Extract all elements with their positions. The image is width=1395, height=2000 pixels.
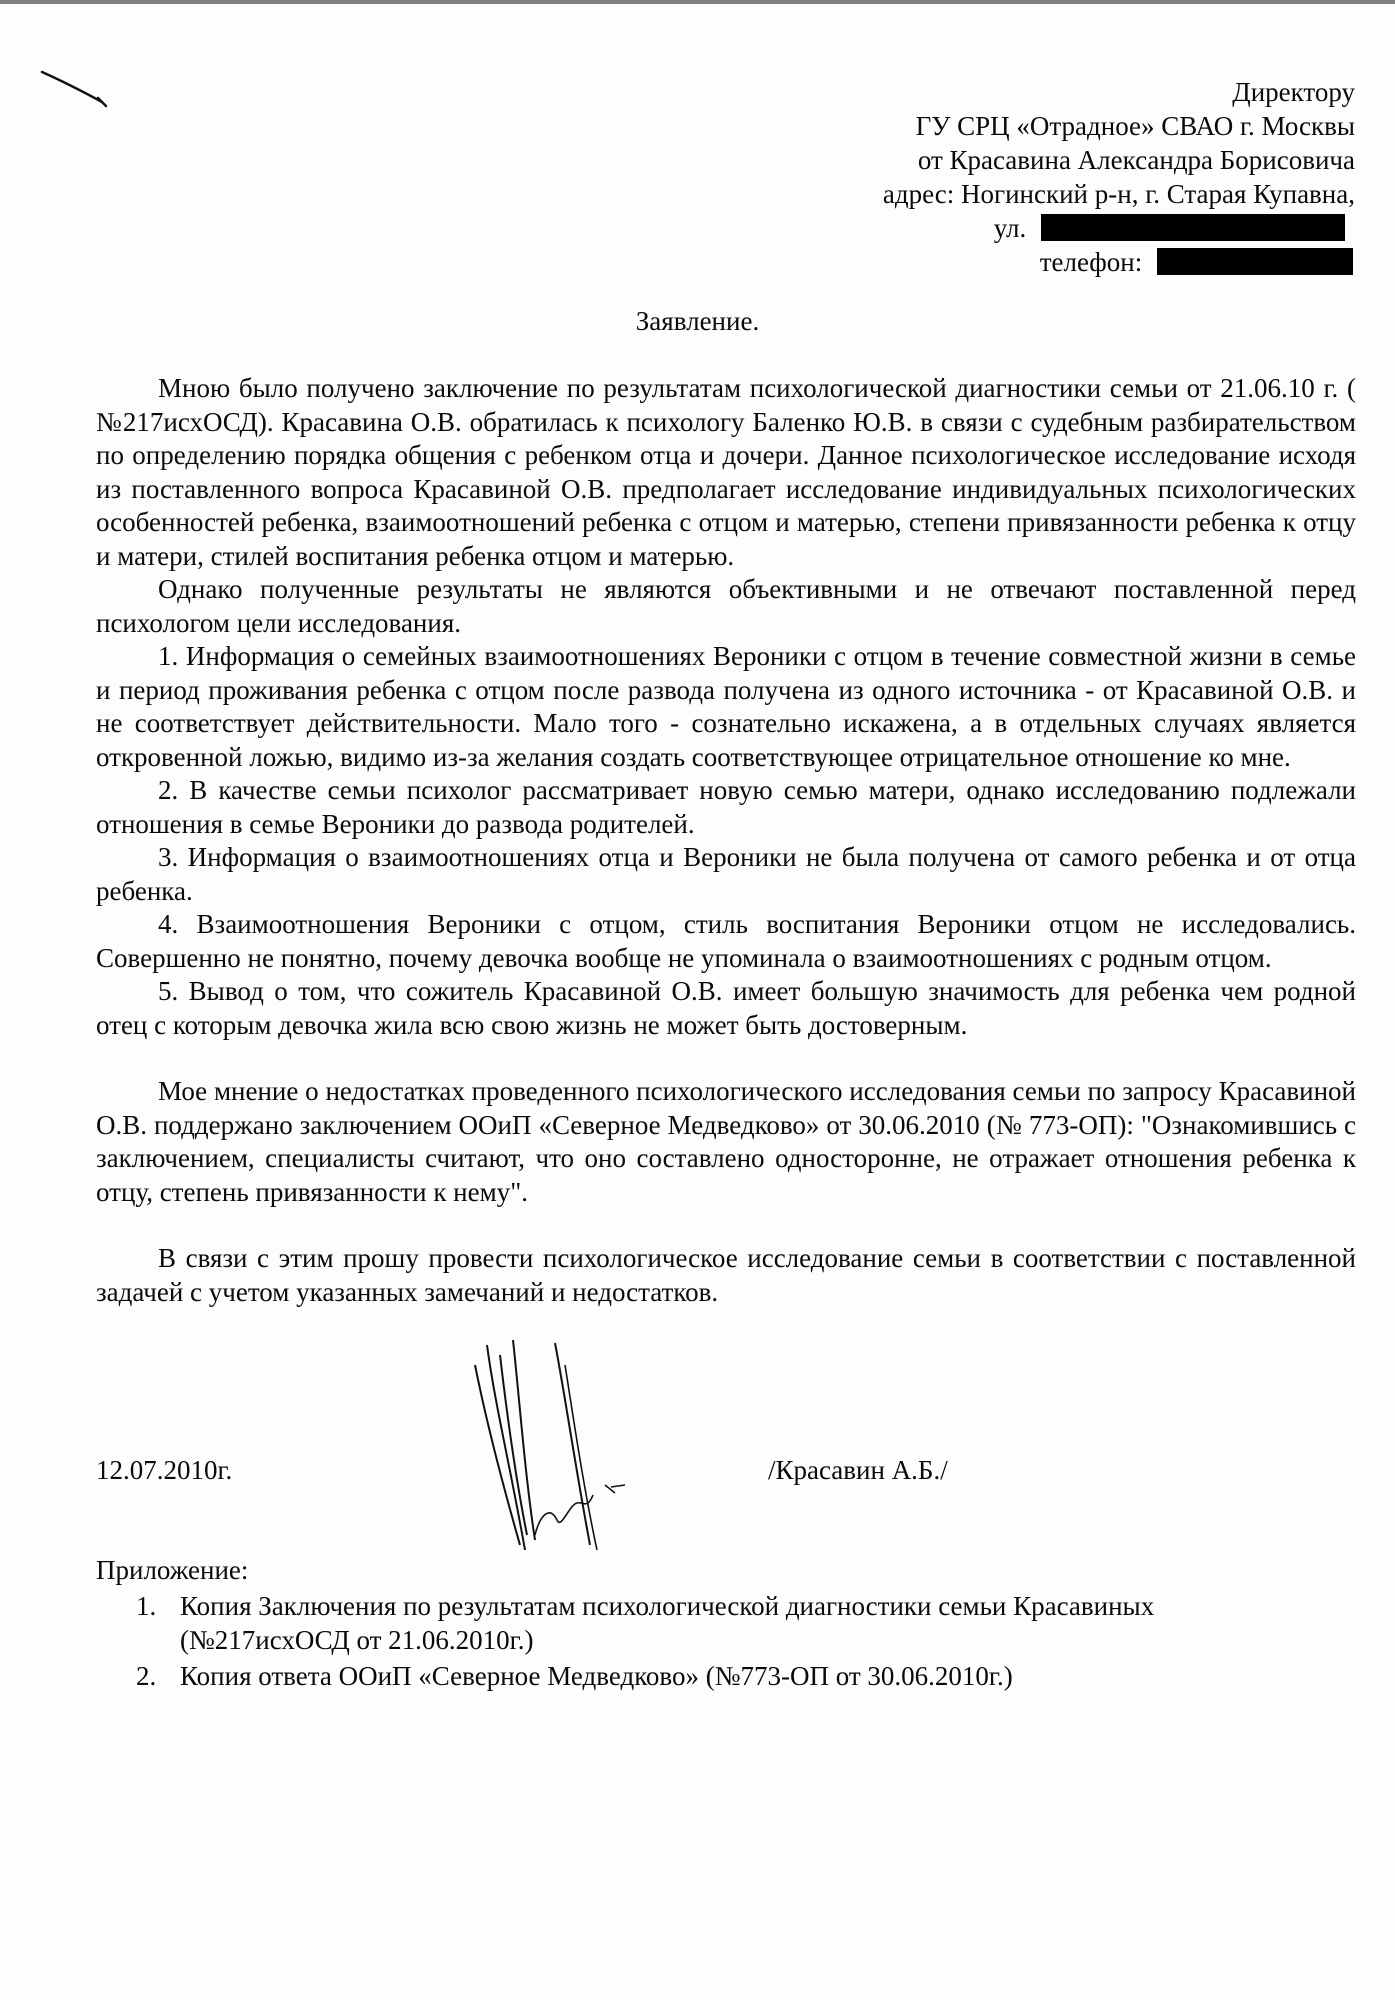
statement-body [96,372,1356,1309]
sender-address: адрес: Ногинский р-н, г. Старая Купавна, [882,179,1355,209]
point-4: 4. Взаимоотношения Вероники с отцом, стиль воспитания Вероники отцом не исследовались. Совершенно не понятно, почему девочка вообще не упоминала о взаимоотношениях с родным отцом. [96,909,1356,973]
attachment-text: Копия Заключения по результатам психологической диагностики семьи Красавиных (№217исхОСД от 21.06.2010г.) [180,1591,1155,1655]
point-5: 5. Вывод о том, что сожитель Красавиной О.В. имеет большую значимость для ребенка чем родной отец с которым девочка жила всю свою жизнь не может быть достоверным. [96,976,1356,1040]
sender-street-line [635,211,1355,245]
addressee-position: Директору [1232,77,1355,107]
attachment-number: 1. [136,1591,157,1621]
point-2: 2. В качестве семьи психолог рассматривает новую семью матери, однако исследованию подлежали отношения в семье Вероники до развода родителей. [96,775,1356,839]
point-3: 3. Информация о взаимоотношениях отца и Вероники не была получена от самого ребенка и от отца ребенка. [96,842,1356,906]
attachment-item [136,1590,1316,1657]
sender-name: от Красавина Александра Борисовича [917,145,1355,175]
handwritten-signature [465,1335,665,1565]
paragraph-objection: Однако полученные результаты не являются объективными и не отвечают поставленной перед психологом цели исследования. [96,574,1356,638]
document-title: Заявление. [635,306,760,336]
pen-mark-icon [40,70,110,110]
attachment-text: Копия ответа ООиП «Северное Медведково» (№773-ОП от 30.06.2010г.) [180,1661,1013,1691]
attachment-item [136,1660,1316,1694]
addressee-organization: ГУ СРЦ «Отрадное» СВАО г. Москвы [915,111,1355,141]
addressee-block [635,75,1355,279]
attachments-list [136,1590,1316,1697]
signatory-name: /Красавин А.Б./ [768,1455,948,1485]
redacted-street [1041,214,1345,241]
phone-label: телефон: [1039,247,1143,277]
street-label: ул. [993,213,1027,243]
scan-top-edge [0,0,1395,4]
spacer [96,1042,1356,1075]
paragraph-opinion: Мое мнение о недостатках проведенного психологического исследования семьи по запросу Красавиной О.В. поддержано заключением ООиП «Северное Медведково» от 30.06.2010 (№ 773-ОП): "Ознакомившись с заключением, специалисты считают, что оно составлено односторонне, не отражает отношения ребенка к отцу, степень привязанности к нему". [96,1076,1356,1207]
attachment-number: 2. [136,1661,157,1691]
point-1: 1. Информация о семейных взаимоотношениях Вероники с отцом в течение совместной жизни в семье и период проживания ребенка с отцом после развода получена из одного источника - от Красавиной О.В. и не соответствует действительности. Мало того - сознательно искажена, а в отдельных случаях является откровенной ложью, видимо из-за желания создать соответствующее отрицательное отношение ко мне. [96,641,1356,772]
document-date: 12.07.2010г. [96,1455,233,1485]
redacted-phone [1157,248,1353,275]
sender-phone-line [635,245,1355,279]
attachments-title: Приложение: [96,1555,249,1585]
paragraph-request: В связи с этим прошу провести психологическое исследование семьи в соответствии с поставленной задачей с учетом указанных замечаний и недостатков. [96,1243,1356,1307]
paragraph-intro: Мною было получено заключение по результатам психологической диагностики семьи от 21.06.10 г. ( №217исхОСД). Красавина О.В. обратилась к психологу Баленко Ю.В. в связи с судебным разбирательством по определению порядка общения с ребенком отца и дочери. Данное психологическое исследование исходя из поставленного вопроса Красавиной О.В. предполагает исследование индивидуальных психологических особенностей ребенка, взаимоотношений ребенка с отцом и матерью, степени привязанности ребенка к отцу и матери, стилей воспитания ребенка отцом и матерью. [96,373,1356,571]
spacer [96,1209,1356,1242]
